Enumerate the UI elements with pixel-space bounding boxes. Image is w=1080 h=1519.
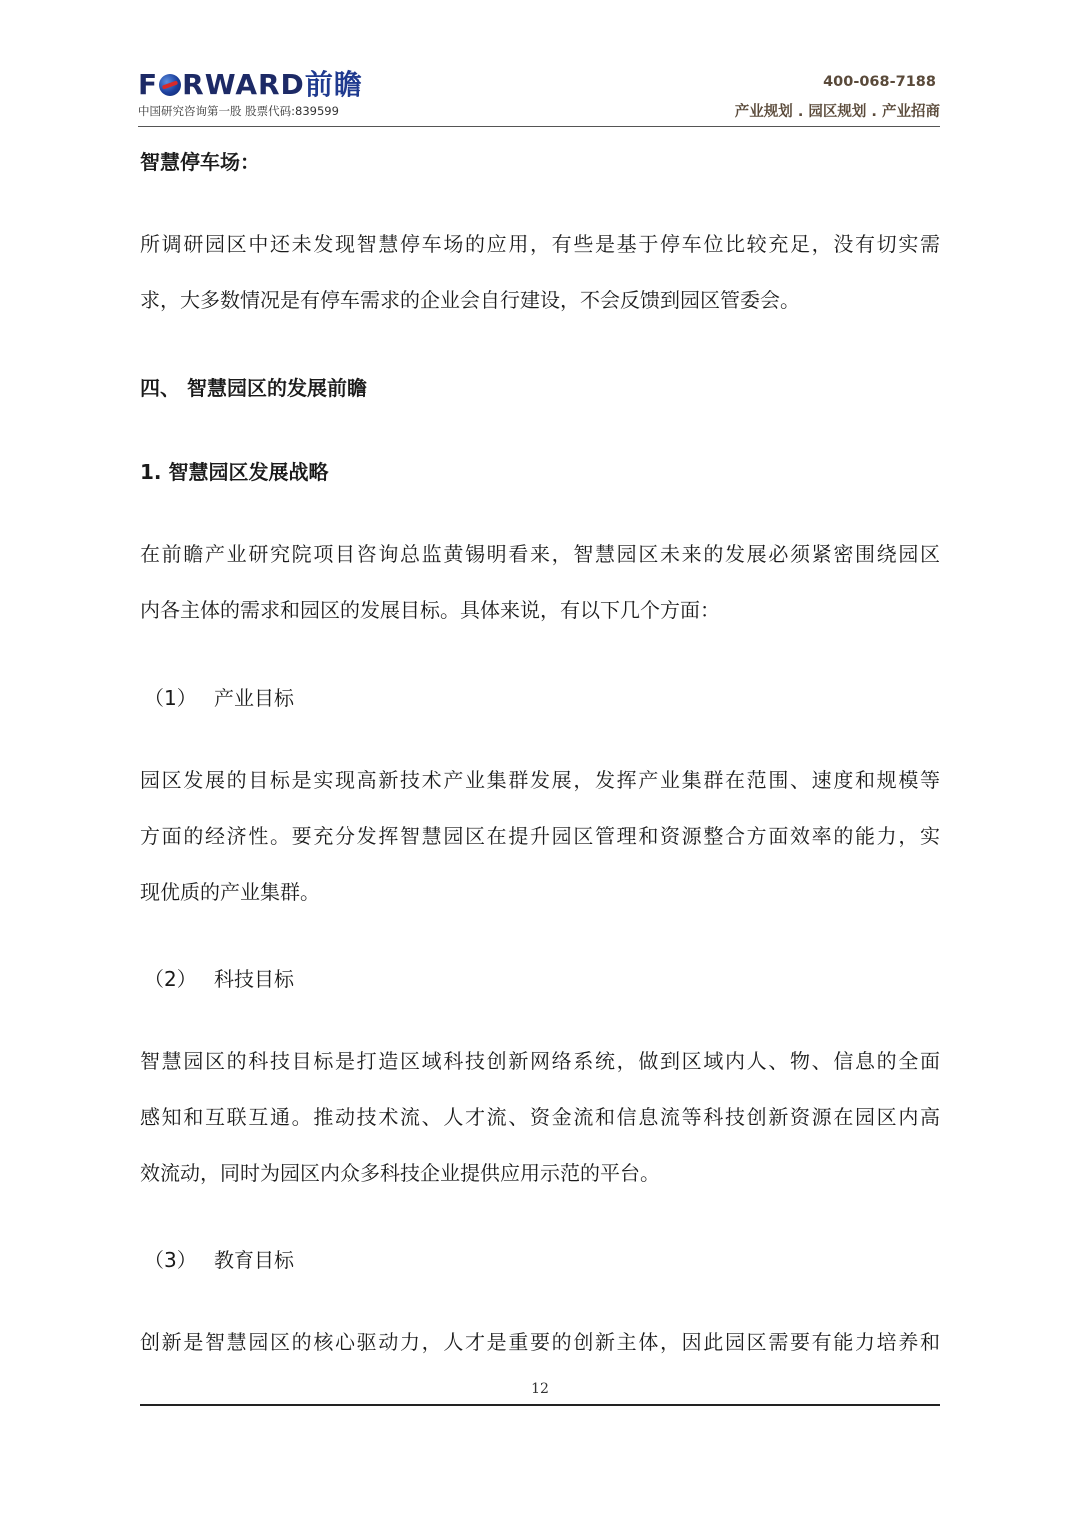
paragraph-line: 方面的经济性。要充分发挥智慧园区在提升园区管理和资源整合方面效率的能力，实 bbox=[140, 824, 940, 848]
heading-smart-parking: 智慧停车场： bbox=[140, 150, 260, 174]
logo-cn: 前瞻 bbox=[304, 68, 363, 101]
subheading-number: （2） bbox=[144, 967, 197, 991]
paragraph-education bbox=[140, 1314, 940, 1370]
page-number: 12 bbox=[531, 1381, 549, 1397]
paragraph-parking bbox=[140, 216, 940, 328]
phone-number: 400-068-7188 bbox=[823, 74, 936, 90]
subheading-label: 教育目标 bbox=[214, 1248, 294, 1272]
services-line: 产业规划 . 园区规划 . 产业招商 bbox=[734, 104, 940, 120]
subheading-label: 科技目标 bbox=[214, 967, 294, 991]
logo-text-end: RWARD bbox=[182, 68, 305, 101]
paragraph-line: 创新是智慧园区的核心驱动力，人才是重要的创新主体，因此园区需要有能力培养和 bbox=[140, 1330, 940, 1354]
paragraph-line: 智慧园区的科技目标是打造区域科技创新网络系统，做到区域内人、物、信息的全面 bbox=[140, 1049, 940, 1073]
forward-logo bbox=[138, 70, 363, 100]
company-tagline: 中国研究咨询第一股 股票代码:839599 bbox=[138, 104, 339, 118]
paragraph-line: 感知和互联互通。推动技术流、人才流、资金流和信息流等科技创新资源在园区内高 bbox=[140, 1105, 940, 1129]
footer-divider bbox=[140, 1404, 940, 1406]
paragraph-industry bbox=[140, 752, 940, 920]
page-header bbox=[138, 66, 940, 128]
subheading-number: （3） bbox=[144, 1248, 197, 1272]
paragraph-line: 现优质的产业集群。 bbox=[140, 880, 320, 904]
heading-strategy: 1. 智慧园区发展战略 bbox=[140, 460, 329, 484]
paragraph-line: 求，大多数情况是有停车需求的企业会自行建设，不会反馈到园区管委会。 bbox=[140, 288, 800, 312]
paragraph-line: 园区发展的目标是实现高新技术产业集群发展，发挥产业集群在范围、速度和规模等 bbox=[140, 768, 940, 792]
paragraph-line: 效流动，同时为园区内众多科技企业提供应用示范的平台。 bbox=[140, 1161, 660, 1185]
paragraph-line: 所调研园区中还未发现智慧停车场的应用，有些是基于停车位比较充足，没有切实需 bbox=[140, 232, 940, 256]
paragraph-line: 在前瞻产业研究院项目咨询总监黄锡明看来，智慧园区未来的发展必须紧密围绕园区 bbox=[140, 542, 940, 566]
logo-text-start: F bbox=[138, 68, 159, 101]
paragraph-intro bbox=[140, 526, 940, 638]
paragraph-tech bbox=[140, 1033, 940, 1201]
paragraph-line: 内各主体的需求和园区的发展目标。具体来说，有以下几个方面： bbox=[140, 598, 720, 622]
heading-section-four: 四、 智慧园区的发展前瞻 bbox=[140, 376, 367, 400]
subheading-education bbox=[144, 1244, 294, 1273]
subheading-industry bbox=[144, 682, 294, 711]
subheading-tech bbox=[144, 963, 294, 992]
subheading-label: 产业目标 bbox=[214, 686, 294, 710]
globe-icon bbox=[159, 74, 181, 96]
subheading-number: （1） bbox=[144, 686, 197, 710]
header-divider bbox=[138, 126, 940, 127]
